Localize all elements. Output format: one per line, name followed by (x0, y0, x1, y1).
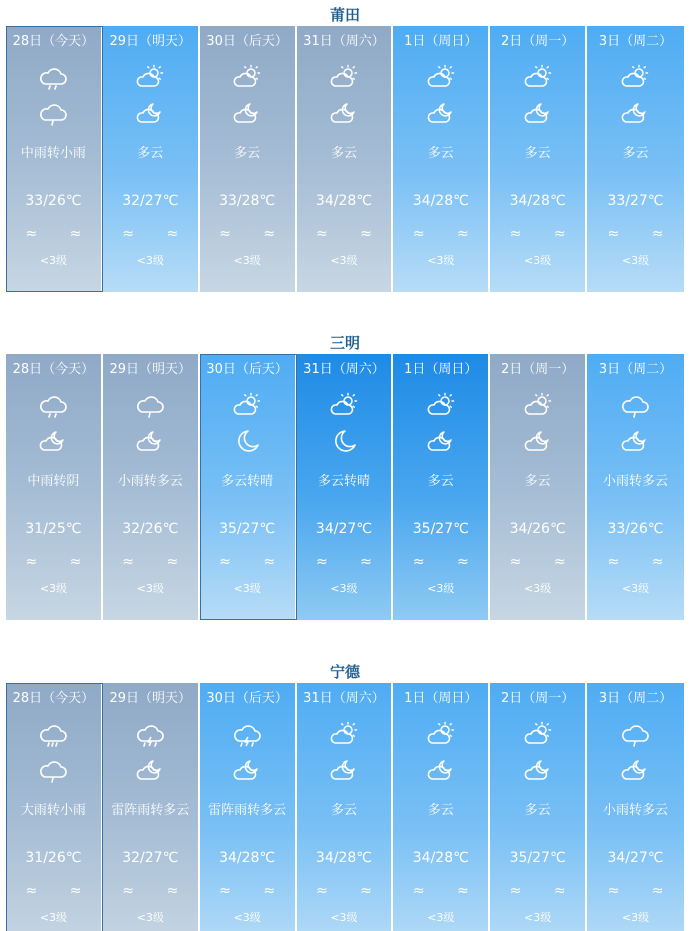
wind-icon: ≈ ≈ (315, 554, 386, 570)
wind-icon: ≈ ≈ (122, 883, 193, 899)
cloudy-moon-icon (620, 100, 650, 126)
day-date: 28日（今天） (12, 691, 95, 706)
day-date: 29日（明天） (109, 691, 192, 706)
day-date: 30日（后天） (206, 34, 288, 49)
temperature-range: 34/28℃ (219, 850, 276, 866)
day-card[interactable] (587, 354, 684, 620)
wind-icon: ≈ ≈ (122, 554, 193, 570)
weather-description: 多云转晴 (221, 474, 274, 489)
partly-cloudy-sun-icon (329, 392, 359, 418)
day-card[interactable] (103, 354, 200, 620)
wind-icon: ≈ ≈ (219, 883, 290, 899)
day-card[interactable] (490, 683, 587, 931)
cloudy-moon-icon (620, 428, 650, 454)
cloudy-moon-icon (426, 100, 456, 126)
day-card[interactable] (393, 26, 490, 292)
day-card[interactable] (587, 26, 684, 292)
day-date: 30日（后天） (206, 691, 288, 706)
cloudy-moon-icon (523, 757, 553, 783)
temperature-range: 33/28℃ (219, 193, 276, 209)
wind-level: <3级 (621, 911, 650, 924)
light-rain-cloud-icon (38, 100, 68, 126)
wind-level: <3级 (330, 911, 358, 924)
wind-icon: ≈ ≈ (25, 554, 96, 570)
day-date: 1日（周日） (404, 34, 478, 49)
wind-level: <3级 (621, 582, 650, 595)
weather-description: 中雨转阴 (27, 474, 80, 489)
forecast-days-row (6, 354, 684, 620)
wind-level: <3级 (427, 582, 455, 595)
city-name: 三明 (329, 334, 360, 352)
cloudy-moon-icon (620, 757, 650, 783)
day-date: 3日（周二） (598, 691, 673, 706)
day-date: 1日（周日） (404, 691, 478, 706)
cloudy-moon-icon (232, 100, 262, 126)
wind-icon: ≈ ≈ (607, 883, 678, 899)
day-date: 31日（周六） (303, 691, 385, 706)
temperature-range: 35/27℃ (412, 521, 469, 537)
wind-level: <3级 (330, 254, 358, 267)
rain-cloud-icon (38, 64, 68, 90)
day-card[interactable] (393, 683, 490, 931)
cloudy-moon-icon (523, 428, 553, 454)
weather-description: 中雨转小雨 (20, 146, 86, 161)
day-date: 29日（明天） (109, 362, 192, 377)
temperature-range: 33/27℃ (607, 193, 664, 209)
weather-description: 小雨转多云 (602, 803, 668, 818)
temperature-range: 33/26℃ (607, 521, 664, 537)
partly-cloudy-sun-icon (426, 721, 456, 747)
crescent-moon-icon (329, 428, 359, 454)
temperature-range: 34/28℃ (509, 193, 566, 209)
thunder-rain-cloud-icon (135, 721, 165, 747)
day-card[interactable] (297, 26, 394, 292)
temperature-range: 34/27℃ (315, 521, 372, 537)
temperature-range: 34/28℃ (315, 193, 372, 209)
weather-description: 多云 (622, 146, 649, 161)
weather-description: 大雨转小雨 (20, 803, 86, 818)
temperature-range: 32/27℃ (122, 193, 179, 209)
wind-level: <3级 (427, 254, 455, 267)
day-date: 1日（周日） (404, 362, 478, 377)
temperature-range: 32/26℃ (122, 521, 179, 537)
day-date: 2日（周一） (501, 691, 575, 706)
day-card[interactable] (103, 26, 200, 292)
partly-cloudy-sun-icon (329, 721, 359, 747)
day-card[interactable] (393, 354, 490, 620)
wind-icon: ≈ ≈ (607, 226, 678, 242)
wind-level: <3级 (39, 254, 68, 267)
wind-icon: ≈ ≈ (412, 226, 483, 242)
temperature-range: 33/26℃ (25, 193, 82, 209)
cloudy-moon-icon (523, 100, 553, 126)
temperature-range: 34/28℃ (412, 193, 469, 209)
weather-description: 小雨转多云 (602, 474, 668, 489)
cloudy-moon-icon (426, 757, 456, 783)
partly-cloudy-sun-icon (232, 64, 262, 90)
cloudy-moon-icon (38, 428, 68, 454)
temperature-range: 34/28℃ (412, 850, 469, 866)
day-date: 28日（今天） (12, 34, 95, 49)
wind-level: <3级 (233, 254, 261, 267)
wind-icon: ≈ ≈ (219, 554, 290, 570)
day-date: 30日（后天） (206, 362, 288, 377)
wind-level: <3级 (427, 911, 455, 924)
wind-icon: ≈ ≈ (509, 883, 580, 899)
wind-icon: ≈ ≈ (315, 883, 386, 899)
day-card[interactable] (6, 354, 103, 620)
wind-level: <3级 (524, 582, 552, 595)
partly-cloudy-sun-icon (329, 64, 359, 90)
wind-level: <3级 (136, 911, 164, 924)
wind-level: <3级 (233, 582, 261, 595)
city-name: 宁德 (329, 663, 360, 681)
wind-icon: ≈ ≈ (122, 226, 193, 242)
day-card[interactable] (490, 354, 587, 620)
crescent-moon-icon (232, 428, 262, 454)
weather-description: 多云 (234, 146, 261, 161)
weather-description: 多云 (330, 146, 357, 161)
cloudy-moon-icon (135, 428, 165, 454)
temperature-range: 35/27℃ (509, 850, 566, 866)
weather-description: 多云转晴 (317, 474, 370, 489)
temperature-range: 34/26℃ (509, 521, 566, 537)
day-card[interactable] (6, 683, 103, 931)
cloudy-moon-icon (135, 757, 165, 783)
weather-description: 多云 (524, 803, 551, 818)
wind-level: <3级 (136, 582, 164, 595)
wind-icon: ≈ ≈ (509, 226, 580, 242)
cloudy-moon-icon (329, 100, 359, 126)
light-rain-cloud-icon (620, 721, 650, 747)
day-date: 3日（周二） (598, 34, 673, 49)
weather-description: 多云 (524, 474, 551, 489)
wind-level: <3级 (39, 582, 68, 595)
temperature-range: 31/25℃ (25, 521, 82, 537)
wind-level: <3级 (39, 911, 68, 924)
partly-cloudy-sun-icon (426, 64, 456, 90)
partly-cloudy-sun-icon (523, 721, 553, 747)
weather-description: 多云 (137, 146, 164, 161)
day-card[interactable] (587, 683, 684, 931)
day-card[interactable] (200, 354, 297, 620)
wind-icon: ≈ ≈ (412, 883, 483, 899)
day-date: 31日（周六） (303, 34, 385, 49)
weather-description: 小雨转多云 (117, 474, 183, 489)
temperature-range: 32/27℃ (122, 850, 179, 866)
light-rain-cloud-icon (620, 392, 650, 418)
wind-level: <3级 (524, 254, 552, 267)
cloudy-moon-icon (329, 757, 359, 783)
day-card[interactable] (200, 26, 297, 292)
cloudy-moon-icon (232, 757, 262, 783)
weather-description: 多云 (427, 474, 454, 489)
day-date: 2日（周一） (501, 34, 575, 49)
city-name: 莆田 (329, 6, 360, 24)
day-date: 31日（周六） (303, 362, 385, 377)
wind-icon: ≈ ≈ (219, 226, 290, 242)
weather-description: 雷阵雨转多云 (111, 803, 190, 818)
thunder-rain-cloud-icon (232, 721, 262, 747)
forecast-days-row (6, 26, 684, 292)
wind-level: <3级 (621, 254, 650, 267)
wind-icon: ≈ ≈ (25, 883, 96, 899)
weather-description: 多云 (330, 803, 357, 818)
temperature-range: 34/28℃ (315, 850, 372, 866)
day-card[interactable] (297, 683, 394, 931)
partly-cloudy-sun-icon (523, 392, 553, 418)
light-rain-cloud-icon (135, 392, 165, 418)
heavy-rain-cloud-icon (38, 721, 68, 747)
partly-cloudy-sun-icon (523, 64, 553, 90)
wind-icon: ≈ ≈ (25, 226, 96, 242)
rain-cloud-icon (38, 392, 68, 418)
partly-cloudy-sun-icon (426, 392, 456, 418)
temperature-range: 31/26℃ (25, 850, 82, 866)
partly-cloudy-sun-icon (620, 64, 650, 90)
wind-level: <3级 (136, 254, 164, 267)
day-card[interactable] (200, 683, 297, 931)
cloudy-moon-icon (426, 428, 456, 454)
day-date: 3日（周二） (598, 362, 673, 377)
partly-cloudy-sun-icon (232, 392, 262, 418)
day-card[interactable] (490, 26, 587, 292)
weather-description: 多云 (427, 803, 454, 818)
day-date: 28日（今天） (12, 362, 95, 377)
partly-cloudy-sun-icon (135, 64, 165, 90)
wind-icon: ≈ ≈ (315, 226, 386, 242)
wind-level: <3级 (330, 582, 358, 595)
light-rain-cloud-icon (38, 757, 68, 783)
day-date: 29日（明天） (109, 34, 192, 49)
wind-level: <3级 (524, 911, 552, 924)
wind-icon: ≈ ≈ (412, 554, 483, 570)
wind-level: <3级 (233, 911, 261, 924)
day-card[interactable] (297, 354, 394, 620)
day-date: 2日（周一） (501, 362, 575, 377)
forecast-days-row (6, 683, 684, 931)
wind-icon: ≈ ≈ (607, 554, 678, 570)
cloudy-moon-icon (135, 100, 165, 126)
temperature-range: 34/27℃ (607, 850, 664, 866)
weather-description: 多云 (427, 146, 454, 161)
temperature-range: 35/27℃ (219, 521, 276, 537)
day-card[interactable] (103, 683, 200, 931)
weather-description: 多云 (524, 146, 551, 161)
weather-description: 雷阵雨转多云 (208, 803, 287, 818)
wind-icon: ≈ ≈ (509, 554, 580, 570)
day-card[interactable] (6, 26, 103, 292)
